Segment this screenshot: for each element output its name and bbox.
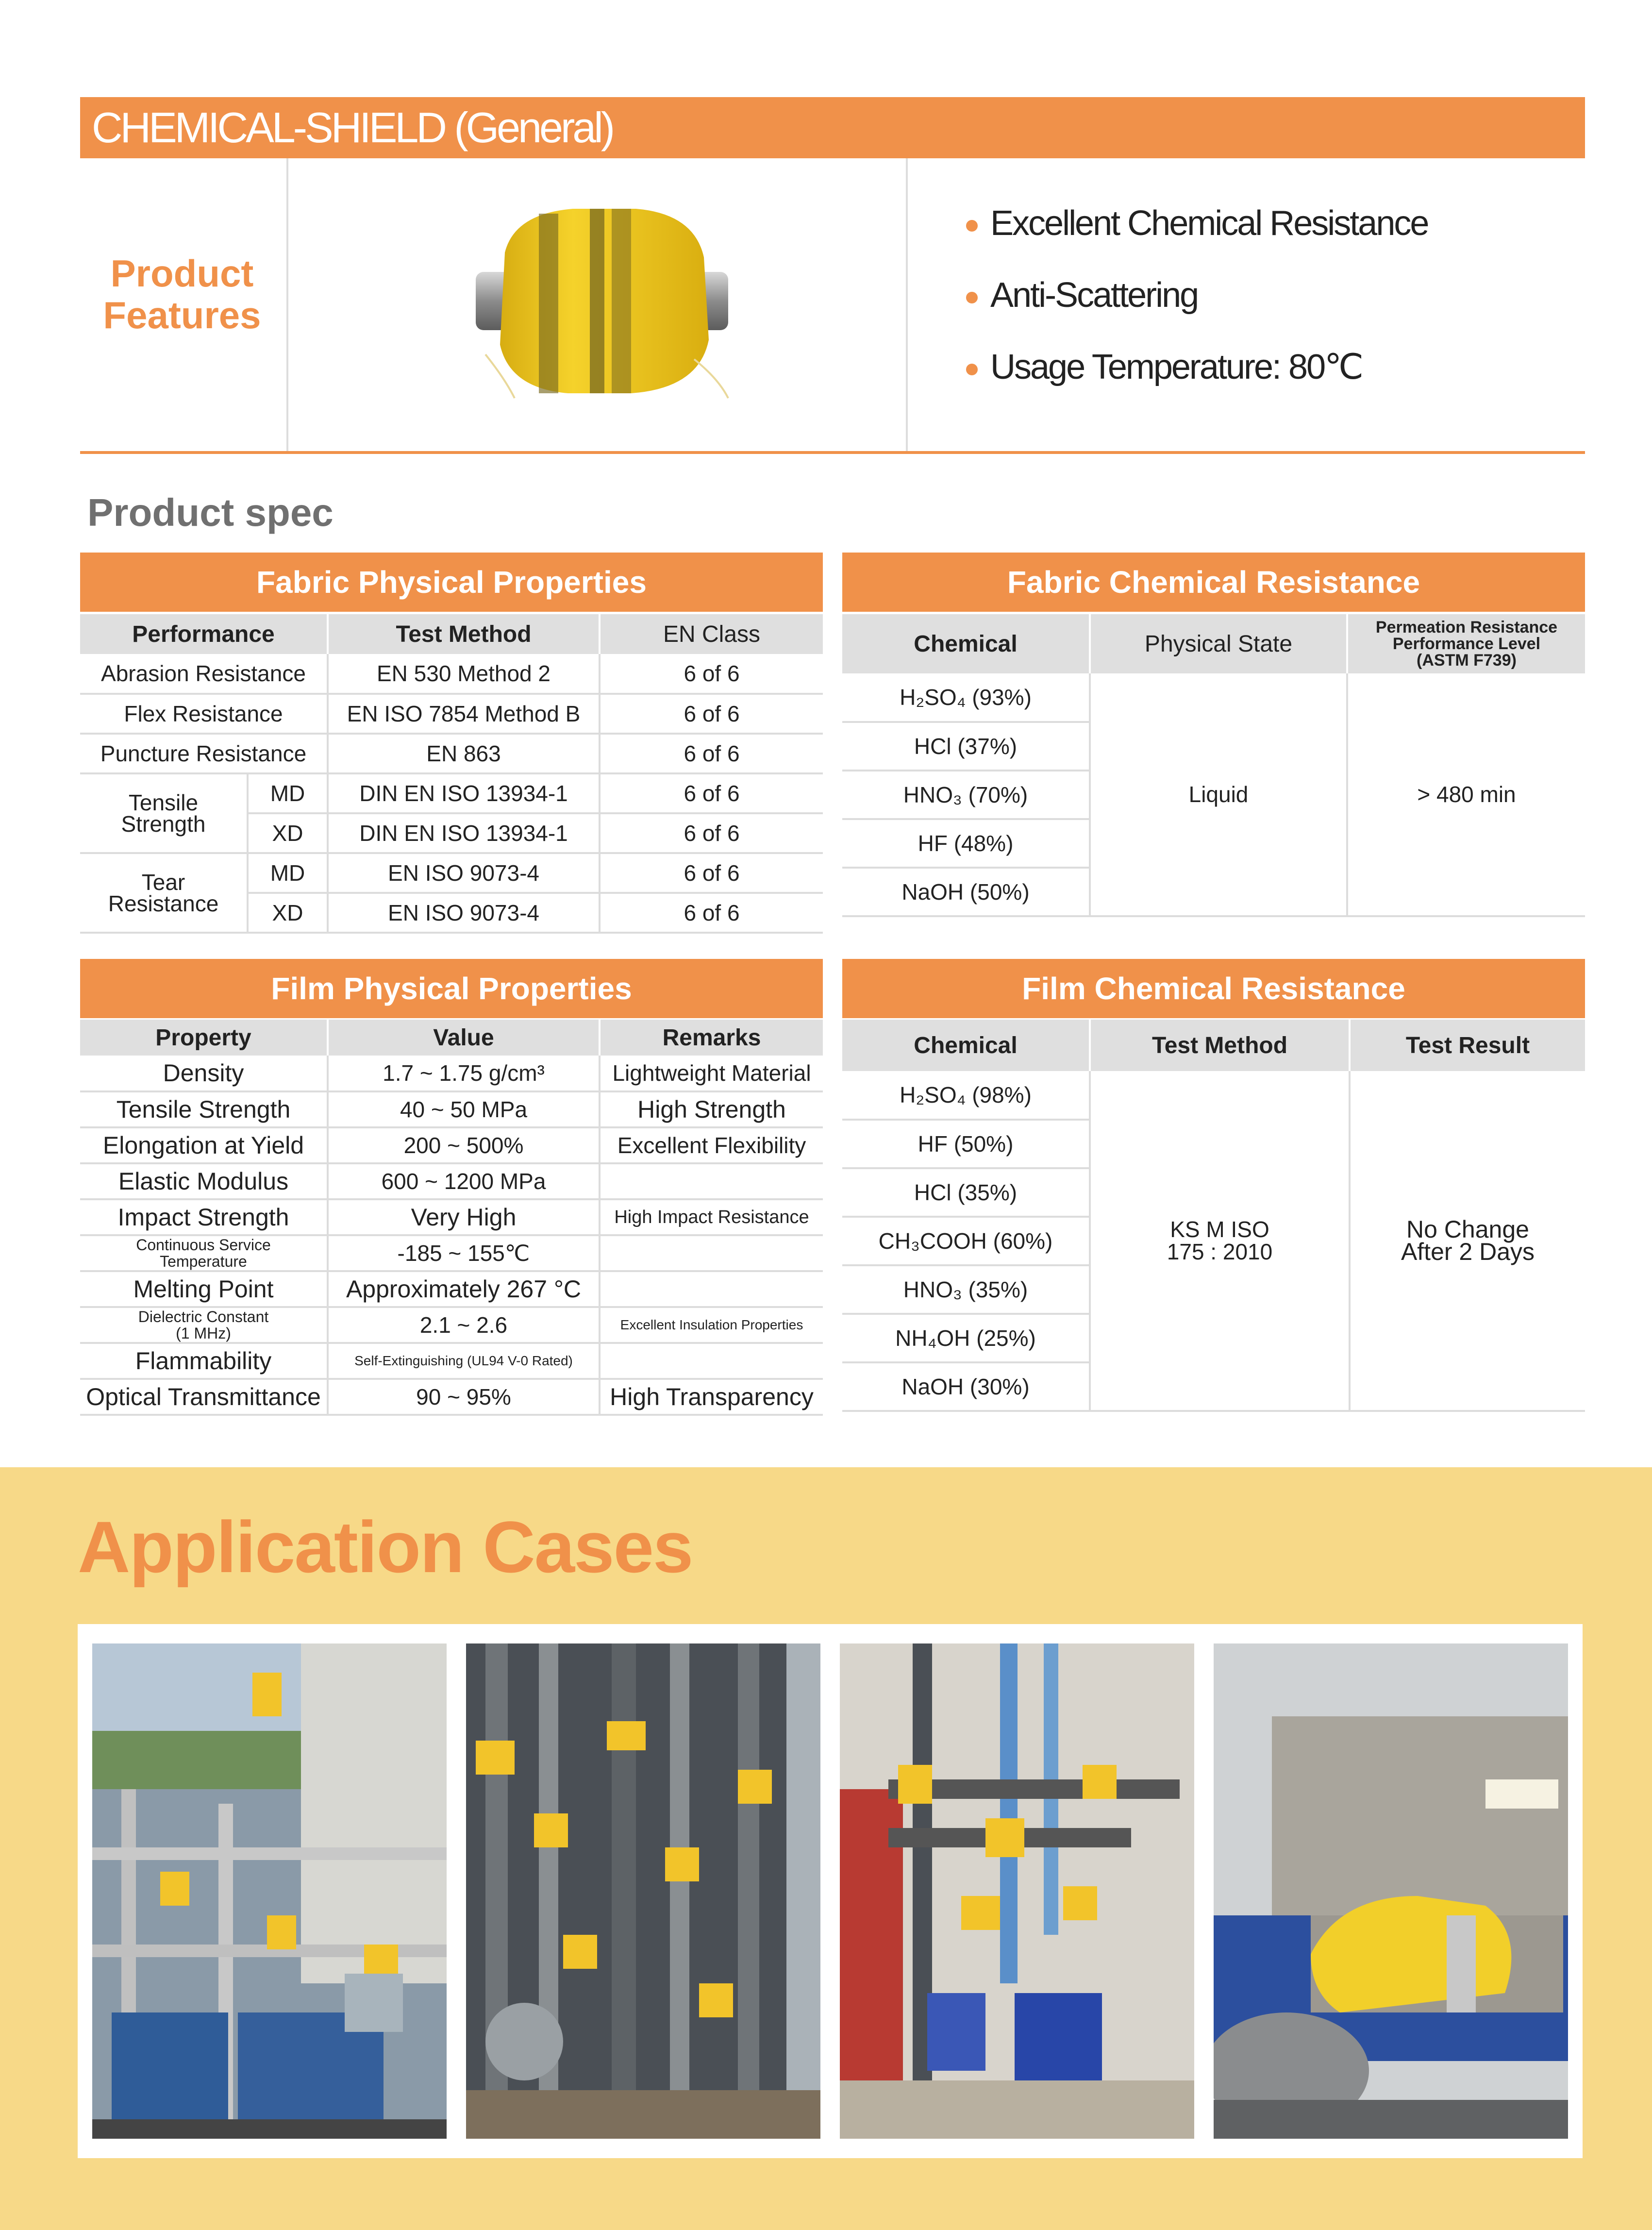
cell: High Impact Resistance	[600, 1199, 823, 1235]
table-row	[842, 673, 1585, 722]
label-line: KS M ISO	[1170, 1217, 1269, 1242]
label-line: Temperature	[160, 1253, 247, 1270]
cell-state: Liquid	[1090, 673, 1347, 916]
table-row	[80, 853, 823, 893]
table-row	[80, 1056, 823, 1091]
header-line: Permeation Resistance	[1375, 618, 1558, 637]
cell: NaOH (30%)	[842, 1362, 1090, 1411]
cell: EN ISO 7854 Method B	[328, 694, 600, 734]
film-chemical-title: Film Chemical Resistance	[842, 959, 1585, 1018]
cell: XD	[248, 893, 328, 933]
label-line: (1 MHz)	[176, 1325, 231, 1342]
product-spec-title: Product spec	[87, 491, 334, 534]
cell: 6 of 6	[600, 893, 823, 933]
cell: EN ISO 9073-4	[328, 853, 600, 893]
feature-text: Anti-Scattering	[990, 276, 1198, 315]
cell: Excellent Insulation Properties	[600, 1307, 823, 1343]
cell: 200 ~ 500%	[328, 1127, 600, 1163]
cell-method	[1090, 1071, 1350, 1411]
cell: EN 863	[328, 734, 600, 773]
cell: Very High	[328, 1199, 600, 1235]
cell: HF (50%)	[842, 1120, 1090, 1168]
table-row	[80, 1163, 823, 1199]
cell: 6 of 6	[600, 813, 823, 853]
header-line: Performance Level	[1392, 635, 1541, 653]
label-line: Tensile	[128, 790, 199, 815]
features-title-line2: Features	[103, 294, 261, 336]
application-title: Application Cases	[78, 1506, 693, 1588]
table-row	[80, 694, 823, 734]
fabric-chemical-title: Fabric Chemical Resistance	[842, 553, 1585, 612]
header-line: (ASTM F739)	[1417, 651, 1517, 670]
cell: 6 of 6	[600, 734, 823, 773]
col-header: Property	[80, 1020, 328, 1056]
features-bottom-rule	[80, 451, 1585, 454]
feature-divider-left	[286, 158, 288, 451]
cell: HNO₃ (35%)	[842, 1265, 1090, 1314]
cell: Elastic Modulus	[80, 1163, 328, 1199]
cell: Melting Point	[80, 1271, 328, 1307]
cell: 6 of 6	[600, 654, 823, 694]
cell: HNO₃ (70%)	[842, 771, 1090, 819]
bullet-dot	[966, 292, 978, 303]
cell: High Transparency	[600, 1379, 823, 1415]
cell-result: > 480 min	[1347, 673, 1585, 916]
cell: 600 ~ 1200 MPa	[328, 1163, 600, 1199]
table-row	[842, 1071, 1585, 1120]
bullet-dot	[966, 364, 978, 375]
cell	[80, 1307, 328, 1343]
cell: Impact Strength	[80, 1199, 328, 1235]
cell: 6 of 6	[600, 773, 823, 813]
feature-item	[966, 271, 1428, 343]
cell	[600, 1163, 823, 1199]
cell: MD	[248, 773, 328, 813]
table-row	[80, 773, 823, 813]
cell: High Strength	[600, 1091, 823, 1127]
feature-list	[966, 199, 1428, 415]
feature-divider-right	[906, 158, 908, 451]
col-header: Physical State	[1090, 614, 1347, 673]
col-header: EN Class	[600, 614, 823, 654]
label-line: Dielectric Constant	[138, 1308, 269, 1325]
cell: MD	[248, 853, 328, 893]
feature-item	[966, 199, 1428, 271]
cell: Elongation at Yield	[80, 1127, 328, 1163]
film-physical-table	[80, 1020, 823, 1416]
cell: DIN EN ISO 13934-1	[328, 773, 600, 813]
cell: CH₃COOH (60%)	[842, 1217, 1090, 1265]
col-header: Test Method	[328, 614, 600, 654]
cell: Excellent Flexibility	[600, 1127, 823, 1163]
cell: Abrasion Resistance	[80, 654, 328, 694]
cell: DIN EN ISO 13934-1	[328, 813, 600, 853]
cell: -185 ~ 155℃	[328, 1235, 600, 1271]
label-line: Tear	[141, 870, 185, 895]
label-line: Resistance	[108, 891, 219, 916]
label-line: No Change	[1406, 1216, 1529, 1243]
table-row	[80, 1199, 823, 1235]
col-header: Value	[328, 1020, 600, 1056]
label-line: Continuous Service	[136, 1236, 271, 1254]
table-row	[80, 1307, 823, 1343]
bullet-dot	[966, 220, 978, 232]
cell: EN ISO 9073-4	[328, 893, 600, 933]
table-row	[80, 1379, 823, 1415]
cell: Optical Transmittance	[80, 1379, 328, 1415]
col-header: Test Method	[1090, 1020, 1350, 1071]
table-row	[80, 1343, 823, 1379]
label-line: Strength	[121, 811, 206, 837]
table-row	[80, 1271, 823, 1307]
film-chemical-table	[842, 1020, 1585, 1412]
cell: Approximately 267 °C	[328, 1271, 600, 1307]
table-row	[80, 1235, 823, 1271]
col-header: Remarks	[600, 1020, 823, 1056]
cell-result	[1350, 1071, 1585, 1411]
film-physical-title: Film Physical Properties	[80, 959, 823, 1018]
col-header: Chemical	[842, 1020, 1090, 1071]
cell: NaOH (50%)	[842, 868, 1090, 916]
feature-item	[966, 343, 1428, 415]
cell-tear	[80, 853, 248, 933]
table-row	[80, 734, 823, 773]
cell	[600, 1343, 823, 1379]
col-header: Chemical	[842, 614, 1090, 673]
cell: 90 ~ 95%	[328, 1379, 600, 1415]
cell: H₂SO₄ (93%)	[842, 673, 1090, 722]
page-title: CHEMICAL-SHIELD (General)	[92, 103, 613, 151]
cell	[600, 1271, 823, 1307]
cell: H₂SO₄ (98%)	[842, 1071, 1090, 1120]
fabric-physical-table	[80, 614, 823, 934]
cell: Flex Resistance	[80, 694, 328, 734]
col-header: Test Result	[1350, 1020, 1585, 1071]
fabric-chemical-table	[842, 614, 1585, 917]
label-line: After 2 Days	[1401, 1238, 1535, 1265]
cell: HCl (35%)	[842, 1168, 1090, 1217]
cell	[80, 1235, 328, 1271]
cell: Puncture Resistance	[80, 734, 328, 773]
cell: HCl (37%)	[842, 722, 1090, 771]
cell: Self-Extinguishing (UL94 V-0 Rated)	[328, 1343, 600, 1379]
cell: NH₄OH (25%)	[842, 1314, 1090, 1362]
cell: HF (48%)	[842, 819, 1090, 868]
cell: Tensile Strength	[80, 1091, 328, 1127]
application-photo-1	[92, 1643, 447, 2139]
cell: 6 of 6	[600, 853, 823, 893]
feature-text: Excellent Chemical Resistance	[990, 204, 1428, 243]
cell: EN 530 Method 2	[328, 654, 600, 694]
application-photo-3	[840, 1643, 1194, 2139]
product-image	[466, 194, 738, 408]
col-header-permeation	[1347, 614, 1585, 673]
table-row	[80, 654, 823, 694]
cell: XD	[248, 813, 328, 853]
product-features-title	[80, 252, 284, 336]
cell: 40 ~ 50 MPa	[328, 1091, 600, 1127]
application-photo-2	[466, 1643, 820, 2139]
cell-tensile	[80, 773, 248, 853]
col-header: Performance	[80, 614, 328, 654]
cell: Lightweight Material	[600, 1056, 823, 1091]
cell: 2.1 ~ 2.6	[328, 1307, 600, 1343]
fabric-physical-title: Fabric Physical Properties	[80, 553, 823, 612]
application-photo-4	[1214, 1643, 1568, 2139]
feature-text: Usage Temperature: 80℃	[990, 348, 1362, 386]
table-row	[80, 1091, 823, 1127]
cell	[600, 1235, 823, 1271]
features-title-line1: Product	[110, 252, 254, 295]
cell: Density	[80, 1056, 328, 1091]
page-title-bar	[80, 97, 1585, 158]
label-line: 175 : 2010	[1167, 1239, 1273, 1264]
cell: Flammability	[80, 1343, 328, 1379]
table-row	[80, 1127, 823, 1163]
cell: 6 of 6	[600, 694, 823, 734]
cell: 1.7 ~ 1.75 g/cm³	[328, 1056, 600, 1091]
